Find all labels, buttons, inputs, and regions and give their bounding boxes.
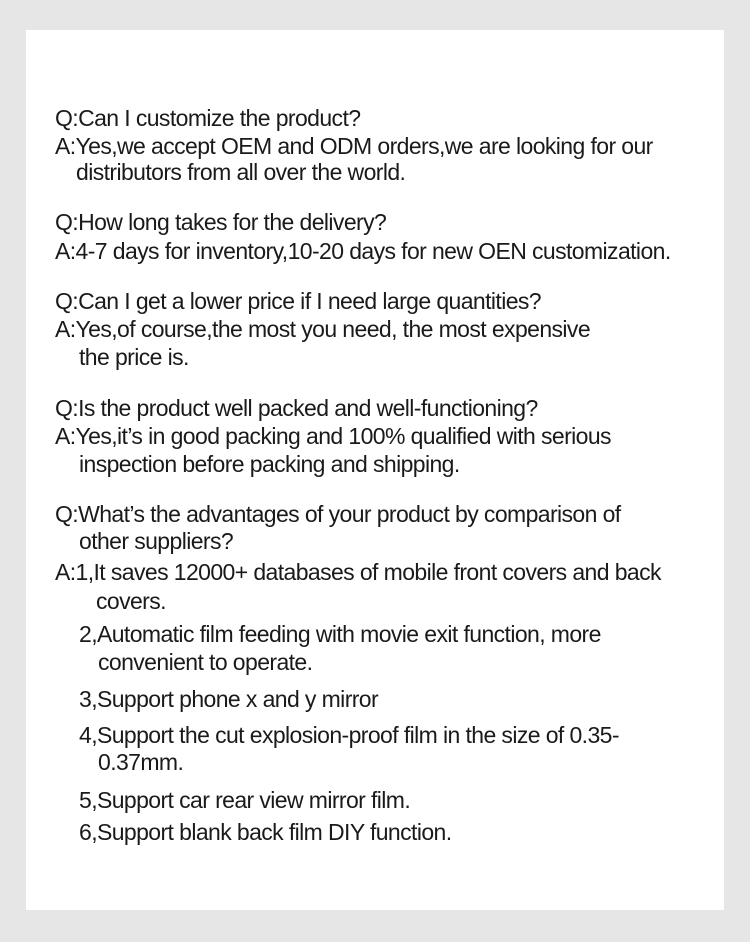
answer-4-line-2: inspection before packing and shipping. [79, 451, 460, 477]
answer-1-line-2: distributors from all over the world. [76, 159, 406, 185]
answer-5-line-1: A:1,It saves 12000+ databases of mobile front covers and back [55, 559, 661, 585]
answer-5-line-8: 5,Support car rear view mirror film. [79, 787, 411, 813]
question-3: Q:Can I get a lower price if I need large quantities? [55, 288, 541, 314]
answer-5-line-5: 3,Support phone x and y mirror [79, 686, 379, 712]
answer-2-line-1: A:4-7 days for inventory,10-20 days for new OEN customization. [55, 238, 671, 264]
question-2: Q:How long takes for the delivery? [55, 209, 387, 235]
answer-5-line-3: 2,Automatic film feeding with movie exit function, more [79, 621, 601, 647]
answer-5-line-2: covers. [96, 588, 166, 614]
answer-3-line-1: A:Yes,of course,the most you need, the most expensive [55, 316, 591, 342]
answer-5-line-4: convenient to operate. [98, 649, 313, 675]
question-5-line-2: other suppliers? [79, 528, 234, 554]
question-4: Q:Is the product well packed and well-functioning? [55, 395, 538, 421]
answer-5-line-9: 6,Support blank back film DIY function. [79, 819, 452, 845]
question-5-line-1: Q:What’s the advantages of your product by comparison of [55, 501, 621, 527]
answer-5-line-6: 4,Support the cut explosion-proof film in the size of 0.35- [79, 722, 619, 748]
answer-4-line-1: A:Yes,it’s in good packing and 100% qualified with serious [55, 423, 611, 449]
answer-3-line-2: the price is. [79, 344, 189, 370]
answer-1-line-1: A:Yes,we accept OEM and ODM orders,we are looking for our [55, 133, 653, 159]
answer-5-line-7: 0.37mm. [98, 749, 184, 775]
question-1: Q:Can I customize the product? [55, 105, 361, 131]
